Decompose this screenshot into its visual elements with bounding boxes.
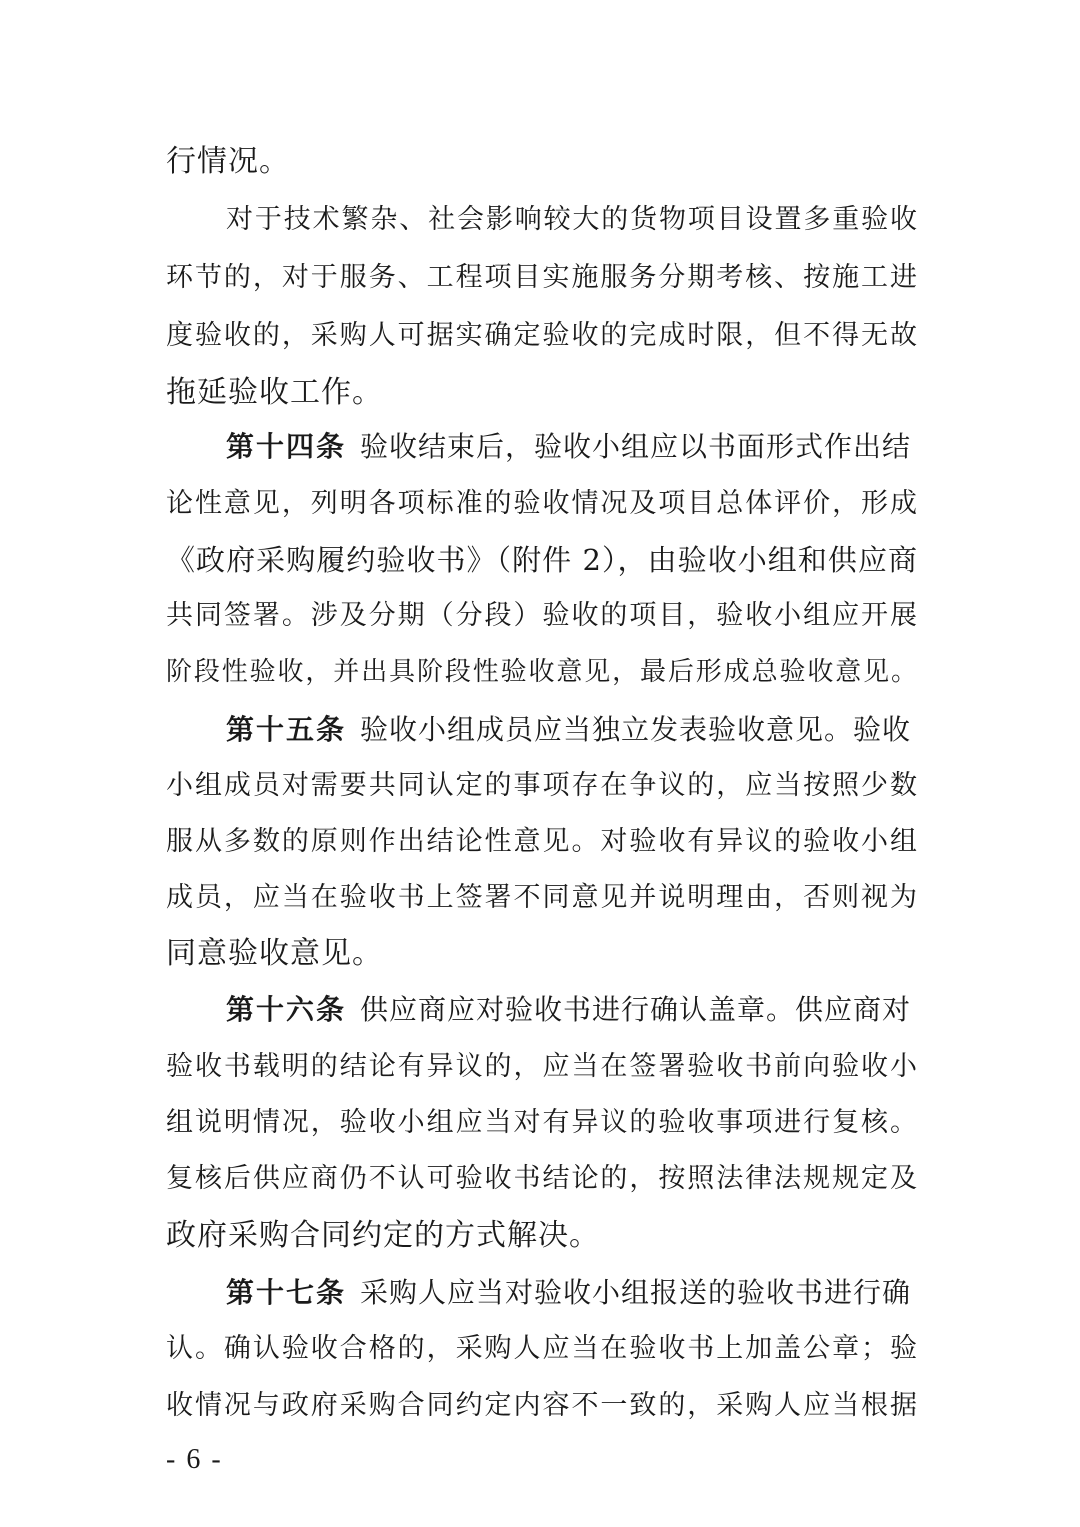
line-text: 阶段性验收，并出具阶段性验收意见，最后形成总验收意见。 — [166, 657, 918, 687]
line-text: 小组成员对需要共同认定的事项存在争议的，应当按照少数 — [166, 770, 918, 801]
text-line — [166, 881, 918, 915]
line-text: 同意验收意见。 — [166, 936, 383, 971]
line-text: 拖延验收工作。 — [166, 375, 383, 410]
text-line — [166, 319, 918, 353]
text-line — [226, 203, 918, 237]
article-number: 第十七条 — [226, 1276, 347, 1309]
article-line — [226, 1276, 918, 1310]
article-number: 第十六条 — [226, 993, 347, 1026]
text-line — [166, 543, 918, 577]
article-number: 第十五条 — [226, 713, 347, 746]
text-line — [166, 145, 918, 179]
line-text: 政府采购合同约定的方式解决。 — [166, 1218, 600, 1253]
text-line — [166, 1162, 918, 1196]
text-line — [166, 1106, 918, 1140]
line-text: 度验收的，采购人可据实确定验收的完成时限，但不得无故 — [166, 320, 918, 351]
text-line — [166, 655, 918, 689]
line-text: 供应商应对验收书进行确认盖章。供应商对 — [360, 993, 912, 1026]
line-text: 收情况与政府采购合同约定内容不一致的，采购人应当根据 — [166, 1390, 918, 1421]
text-line — [166, 487, 918, 521]
text-line — [166, 1332, 918, 1366]
line-text: 行情况。 — [166, 144, 290, 179]
article-number: 第十四条 — [226, 430, 347, 463]
line-text: 复核后供应商仍不认可验收书结论的，按照法律法规规定及 — [166, 1163, 918, 1194]
line-text: 采购人应当对验收小组报送的验收书进行确 — [360, 1276, 912, 1309]
line-text: 共同签署。涉及分期（分段）验收的项目，验收小组应开展 — [166, 600, 918, 631]
line-text: 验收书载明的结论有异议的，应当在签署验收书前向验收小 — [166, 1051, 918, 1082]
line-text: 论性意见，列明各项标准的验收情况及项目总体评价，形成 — [166, 488, 918, 519]
text-line — [166, 261, 918, 295]
text-line — [166, 1219, 918, 1253]
text-line — [166, 825, 918, 859]
line-text: 验收小组成员应当独立发表验收意见。验收 — [360, 713, 912, 746]
text-line — [166, 769, 918, 803]
line-text: 服从多数的原则作出结论性意见。对验收有异议的验收小组 — [166, 826, 918, 857]
line-text: 《政府采购履约验收书》（附件 2），由验收小组和供应商 — [166, 543, 918, 577]
line-text: 对于技术繁杂、社会影响较大的货物项目设置多重验收 — [226, 204, 918, 235]
line-text: 组说明情况，验收小组应当对有异议的验收事项进行复核。 — [166, 1107, 918, 1138]
article-line — [226, 713, 918, 747]
article-line — [226, 430, 918, 464]
text-line — [166, 376, 918, 410]
line-text: 认。确认验收合格的，采购人应当在验收书上加盖公章；验 — [166, 1333, 918, 1364]
page-number: - 6 - — [166, 1444, 223, 1475]
line-text: 成员，应当在验收书上签署不同意见并说明理由，否则视为 — [166, 882, 918, 913]
text-line — [166, 599, 918, 633]
line-text: 环节的，对于服务、工程项目实施服务分期考核、按施工进 — [166, 262, 918, 293]
text-line — [166, 1050, 918, 1084]
article-line — [226, 993, 918, 1027]
line-text: 验收结束后，验收小组应以书面形式作出结 — [360, 430, 912, 463]
text-line — [166, 937, 918, 971]
text-line — [166, 1389, 918, 1423]
